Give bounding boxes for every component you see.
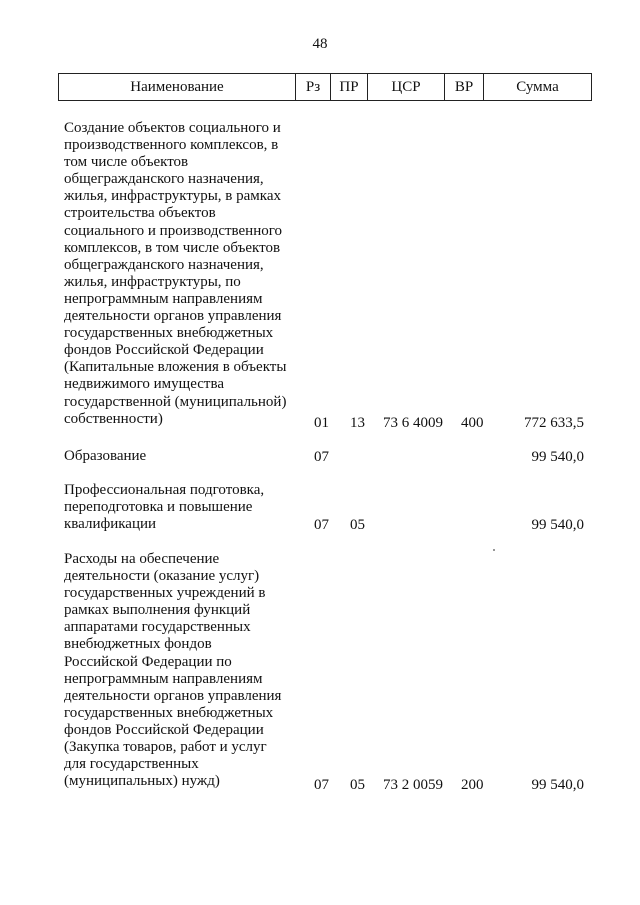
header-vr: ВР	[444, 74, 483, 100]
row-pr: 13	[350, 415, 365, 431]
row-name: Профессиональная подготовка, переподготовка и повышение квалификации	[64, 482, 265, 533]
scan-speck	[493, 549, 495, 551]
row-name: Образование	[64, 448, 147, 464]
table-header	[58, 73, 592, 101]
row-csr: 73 2 0059	[383, 777, 443, 793]
row-rz: 07	[314, 517, 329, 533]
header-name: Наименование	[130, 78, 224, 95]
row-name: Расходы на обеспечение деятельности (оказание услуг) государственных учреждений в рамках выполнения функций аппаратами государственных внебюджетных фондов Российской Федерации по непрограммным направлениям деятельности органов управления государственных внебюджетных фондов Российской Федерации (Закупка товаров, работ и услуг для государственных (муниципальных) нужд)	[64, 551, 282, 790]
header-pr: ПР	[330, 74, 367, 100]
table-row	[0, 120, 640, 432]
row-pr: 05	[350, 777, 365, 793]
table-row	[0, 448, 640, 466]
header-rz: Рз	[295, 74, 330, 100]
row-sum: 99 540,0	[531, 517, 584, 533]
header-csr: ЦСР	[367, 74, 444, 100]
row-rz: 07	[314, 777, 329, 793]
row-rz: 01	[314, 415, 329, 431]
page-number: 48	[312, 36, 328, 52]
row-name: Создание объектов социального и производственного комплексов, в том числе объектов общегражданского назначения, жилья, инфраструктуры, в рамках строительства объектов социального и производственного комплексов, в том числе объектов общегражданского назначения, жилья, инфраструктуры, по непрограммным направлениям деятельности органов управления государственных внебюджетных фондов Российской Федерации (Капитальные вложения в объекты недвижимого имущества государственной (муниципальной) собственности)	[64, 120, 287, 427]
table-row	[0, 551, 640, 794]
row-sum: 99 540,0	[531, 777, 584, 793]
header-sum: Сумма	[483, 74, 591, 100]
row-sum: 772 633,5	[524, 415, 584, 431]
table-row	[0, 482, 640, 534]
row-vr: 200	[461, 777, 484, 793]
row-pr: 05	[350, 517, 365, 533]
row-csr: 73 6 4009	[383, 415, 443, 431]
row-rz: 07	[314, 449, 329, 465]
row-vr: 400	[461, 415, 484, 431]
row-sum: 99 540,0	[531, 449, 584, 465]
